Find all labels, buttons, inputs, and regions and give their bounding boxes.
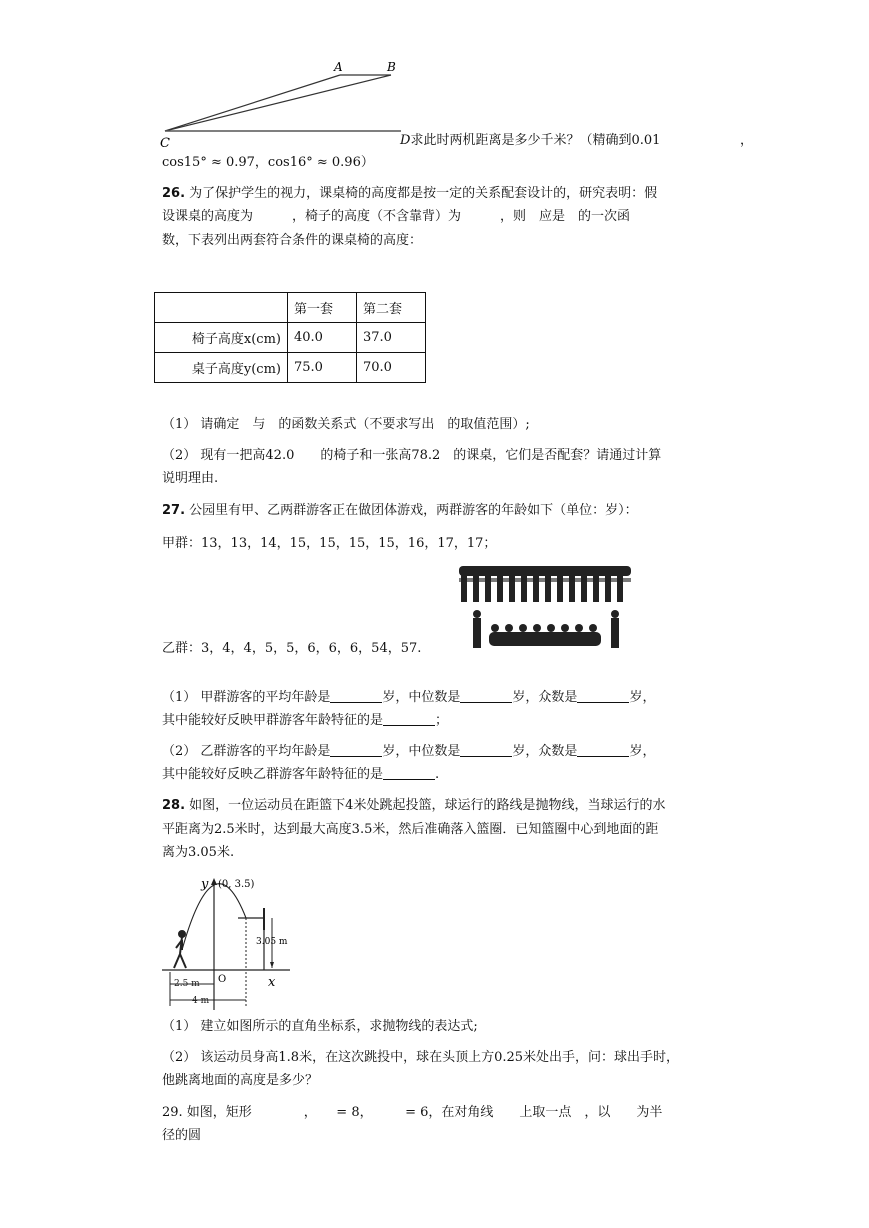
q27-sub-2-line-1 <box>162 743 655 761</box>
table-row <box>155 323 426 353</box>
tourists-illustration <box>455 562 635 654</box>
children-group-figures <box>473 610 619 648</box>
x-axis-label: x <box>268 975 276 990</box>
answer-blank[interactable] <box>577 689 629 703</box>
table-cell: 70.0 <box>357 353 426 383</box>
q27-sub2-text: （2） 乙群游客的平均年龄是 <box>162 744 331 759</box>
q27-sub2-text: 岁，众数是 <box>512 744 578 759</box>
q28-line-2: 平距离为2.5米时，达到最大高度3.5米，然后准确落入篮圈．已知篮圈中心到地面的距 <box>162 822 659 837</box>
answer-blank[interactable] <box>460 689 512 703</box>
table-header-row <box>155 293 426 323</box>
q27-sub-2-line-2 <box>162 766 439 784</box>
hoop-height-label: 3.05 m <box>256 937 288 947</box>
q26-line-1 <box>162 185 657 203</box>
plane-figure <box>155 55 405 155</box>
basketball-figure <box>160 872 295 1010</box>
peak-label: (0, 3.5) <box>218 879 255 890</box>
q27-sub2-text: 岁， <box>629 744 656 759</box>
q28-sub-2-line-1: （2） 该运动员身高1.8米，在这次跳投中，球在头顶上方0.25米处出手，问：球出手时， <box>162 1050 680 1065</box>
table-cell: 桌子高度y(cm) <box>155 353 288 383</box>
q27-sub2-text: 其中能较好反映乙群游客年龄特征的是 <box>162 767 384 782</box>
q29-line-1: 29. 如图，矩形 ， = 8， = 6，在对角线 上取一点 ，以 为半 <box>162 1105 663 1120</box>
y-axis-label: y <box>201 877 209 892</box>
answer-blank[interactable] <box>383 712 435 726</box>
player-figure <box>174 931 186 968</box>
answer-blank[interactable] <box>577 743 629 757</box>
q28-sub-2-line-2: 他跳离地面的高度是多少？ <box>162 1073 319 1088</box>
q27-sub1-text: 其中能较好反映甲群游客年龄特征的是 <box>162 713 384 728</box>
table-cell: 椅子高度x(cm) <box>155 323 288 353</box>
q26-sub-1: （1） 请确定 与 的函数关系式（不要求写出 的取值范围）; <box>162 417 530 432</box>
q28-number: 28. <box>162 798 186 813</box>
answer-blank[interactable] <box>330 689 382 703</box>
adult-group-figures <box>459 566 631 602</box>
answer-blank[interactable] <box>460 743 512 757</box>
point-d-label: D <box>400 133 411 148</box>
q28-line-3: 离为3.05米. <box>162 845 235 860</box>
dist-2-5-label: 2.5 m <box>174 979 200 989</box>
q27-sub1-text: ； <box>435 713 449 728</box>
table-header-cell: 第二套 <box>357 293 426 323</box>
point-b-label: B <box>387 60 396 74</box>
q25-tail-comma: ， <box>740 133 754 148</box>
q29-line-2: 径的圆 <box>162 1128 202 1143</box>
point-c-label: C <box>160 136 170 151</box>
table-cell: 37.0 <box>357 323 426 353</box>
table-header-cell <box>155 293 288 323</box>
q26-line-2: 设课桌的高度为 ，椅子的高度（不含靠背）为 ，则 应是 的一次函 <box>162 209 631 224</box>
table-cell: 75.0 <box>288 353 357 383</box>
q27-group-a: 甲群：13，13，14，15，15，15，15，16，17，17； <box>162 536 497 551</box>
q27-line-1 <box>162 502 638 520</box>
point-a-label: A <box>334 60 343 74</box>
chair-desk-table <box>154 292 426 383</box>
q27-number: 27. <box>162 503 186 518</box>
q27-sub1-text: 岁，众数是 <box>512 690 578 705</box>
q25-tail-2: cos15° ≈ 0.97，cos16° ≈ 0.96） <box>162 155 374 170</box>
q26-line-3: 数，下表列出两套符合条件的课桌椅的高度： <box>162 233 423 248</box>
q27-group-b: 乙群：3，4，4，5，5，6，6，6，54，57. <box>162 641 422 656</box>
q28-text-1: 如图，一位运动员在距篮下4米处跳起投篮，球运行的路线是抛物线，当球运行的水 <box>189 798 666 813</box>
q27-sub1-text: 岁，中位数是 <box>382 690 461 705</box>
q27-sub-1-line-1 <box>162 689 655 707</box>
q26-text-1: 为了保护学生的视力，课桌椅的高度都是按一定的关系配套设计的，研究表明：假 <box>189 186 658 201</box>
answer-blank[interactable] <box>330 743 382 757</box>
q26-sub-2-line-2: 说明理由. <box>162 471 219 486</box>
height-arrow-icon <box>270 962 274 968</box>
q26-sub-2-line-1: （2） 现有一把高42.0 的椅子和一张高78.2 的课桌，它们是否配套？请通过计算 <box>162 448 662 463</box>
q27-sub1-text: （1） 甲群游客的平均年龄是 <box>162 690 331 705</box>
table-header-cell: 第一套 <box>288 293 357 323</box>
q27-sub-1-line-2 <box>162 712 448 730</box>
q27-text-1: 公园里有甲、乙两群游客正在做团体游戏，两群游客的年龄如下（单位：岁）： <box>189 503 638 518</box>
answer-blank[interactable] <box>383 766 435 780</box>
dist-4-label: 4 m <box>192 996 210 1006</box>
origin-label: O <box>218 974 227 985</box>
q28-sub-1: （1） 建立如图所示的直角坐标系，求抛物线的表达式; <box>162 1019 478 1034</box>
table-cell: 40.0 <box>288 323 357 353</box>
q25-tail-1: 求此时两机距离是多少千米？（精确到0.01 <box>410 133 661 148</box>
q28-line-1 <box>162 797 665 815</box>
q27-sub2-text: 岁，中位数是 <box>382 744 461 759</box>
q26-number: 26. <box>162 186 186 201</box>
q27-sub1-text: 岁， <box>629 690 656 705</box>
q27-sub2-text: . <box>435 767 440 782</box>
table-row <box>155 353 426 383</box>
